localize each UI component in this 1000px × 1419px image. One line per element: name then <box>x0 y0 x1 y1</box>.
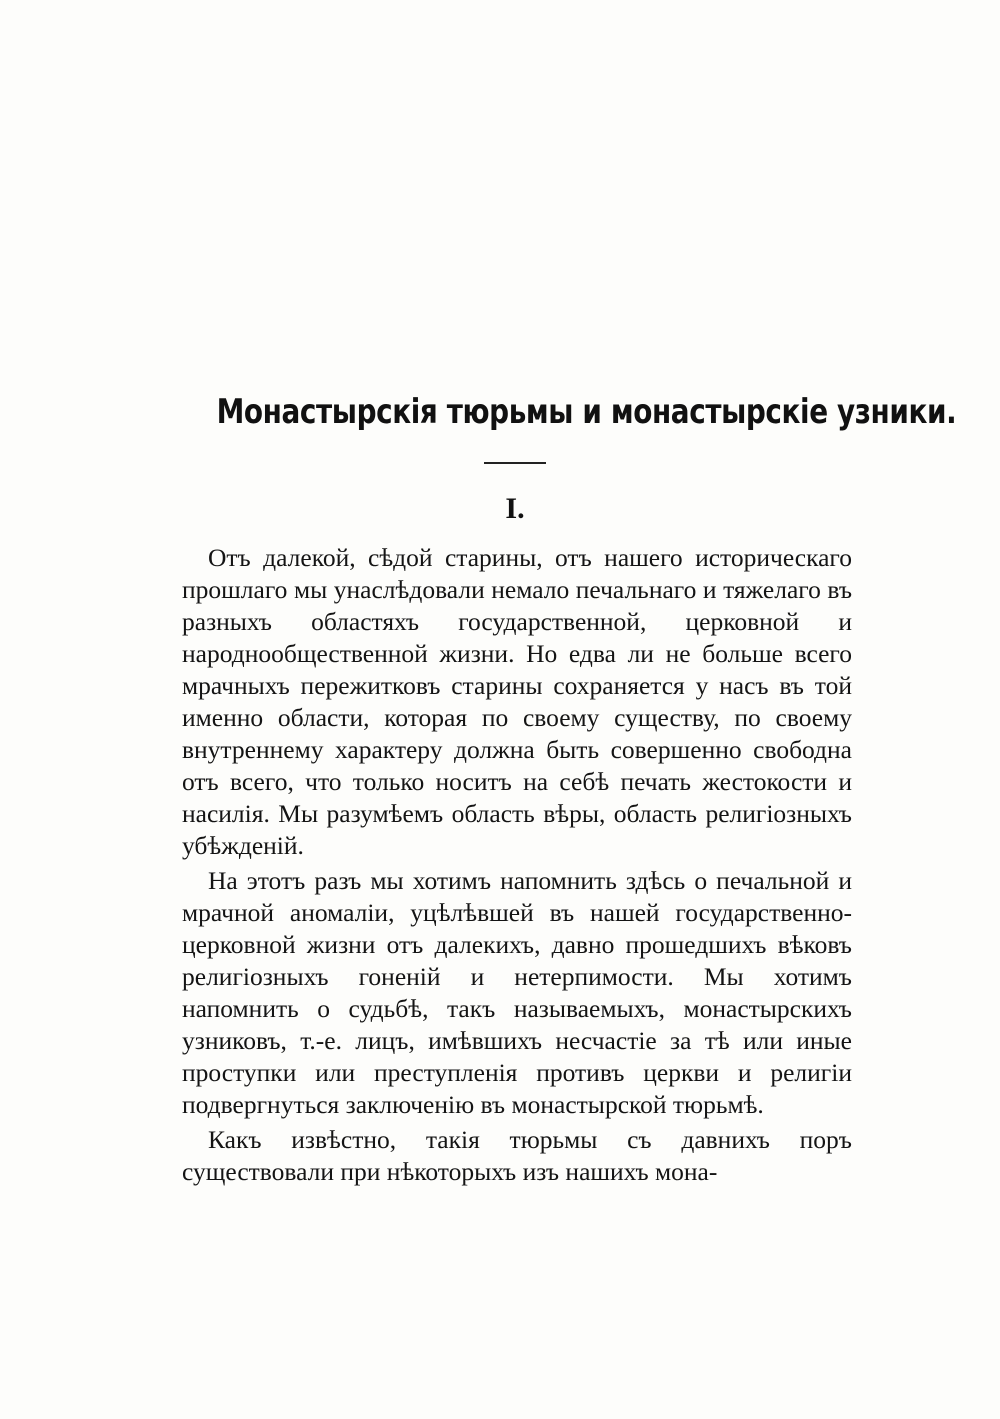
section-numeral: I. <box>505 492 525 525</box>
title-divider <box>484 462 546 464</box>
paragraph-1: Отъ далекой, сѣдой старины, отъ нашего историческаго прошлаго мы унаслѣдовали немало печальнаго и тяжелаго въ разныхъ областяхъ государственной, церковной и народнообщественной жизни. Но едва ли не больше всего мрачныхъ пережитковъ старины сохраняется у насъ въ той именно области, которая по своему существу, по своему внутреннему характеру должна быть совершенно свободна отъ всего, что только носитъ на себѣ печать жестокости и насилія. Мы разумѣемъ область вѣры, область религіозныхъ убѣжденій. <box>182 543 852 860</box>
body-text <box>182 542 852 1188</box>
chapter-title: Монастырскія тюрьмы и монастырскіе узники. <box>216 392 957 432</box>
paragraph-2: На этотъ разъ мы хотимъ напомнить здѣсь о печальной и мрачной аномаліи, уцѣлѣвшей въ нашей государственно-церковной жизни отъ далекихъ, давно прошедшихъ вѣковъ религіозныхъ гоненій и нетерпимости. Мы хотимъ напомнить о судьбѣ, такъ называемыхъ, монастырскихъ узниковъ, т.-е. лицъ, имѣвшихъ несчастіе за тѣ или иные проступки или преступленія противъ церкви и религіи подвергнуться заключенію въ монастырской тюрьмѣ. <box>182 866 852 1119</box>
paragraph-3: Какъ извѣстно, такія тюрьмы съ давнихъ поръ существовали при нѣкоторыхъ изъ нашихъ мона- <box>182 1125 852 1186</box>
